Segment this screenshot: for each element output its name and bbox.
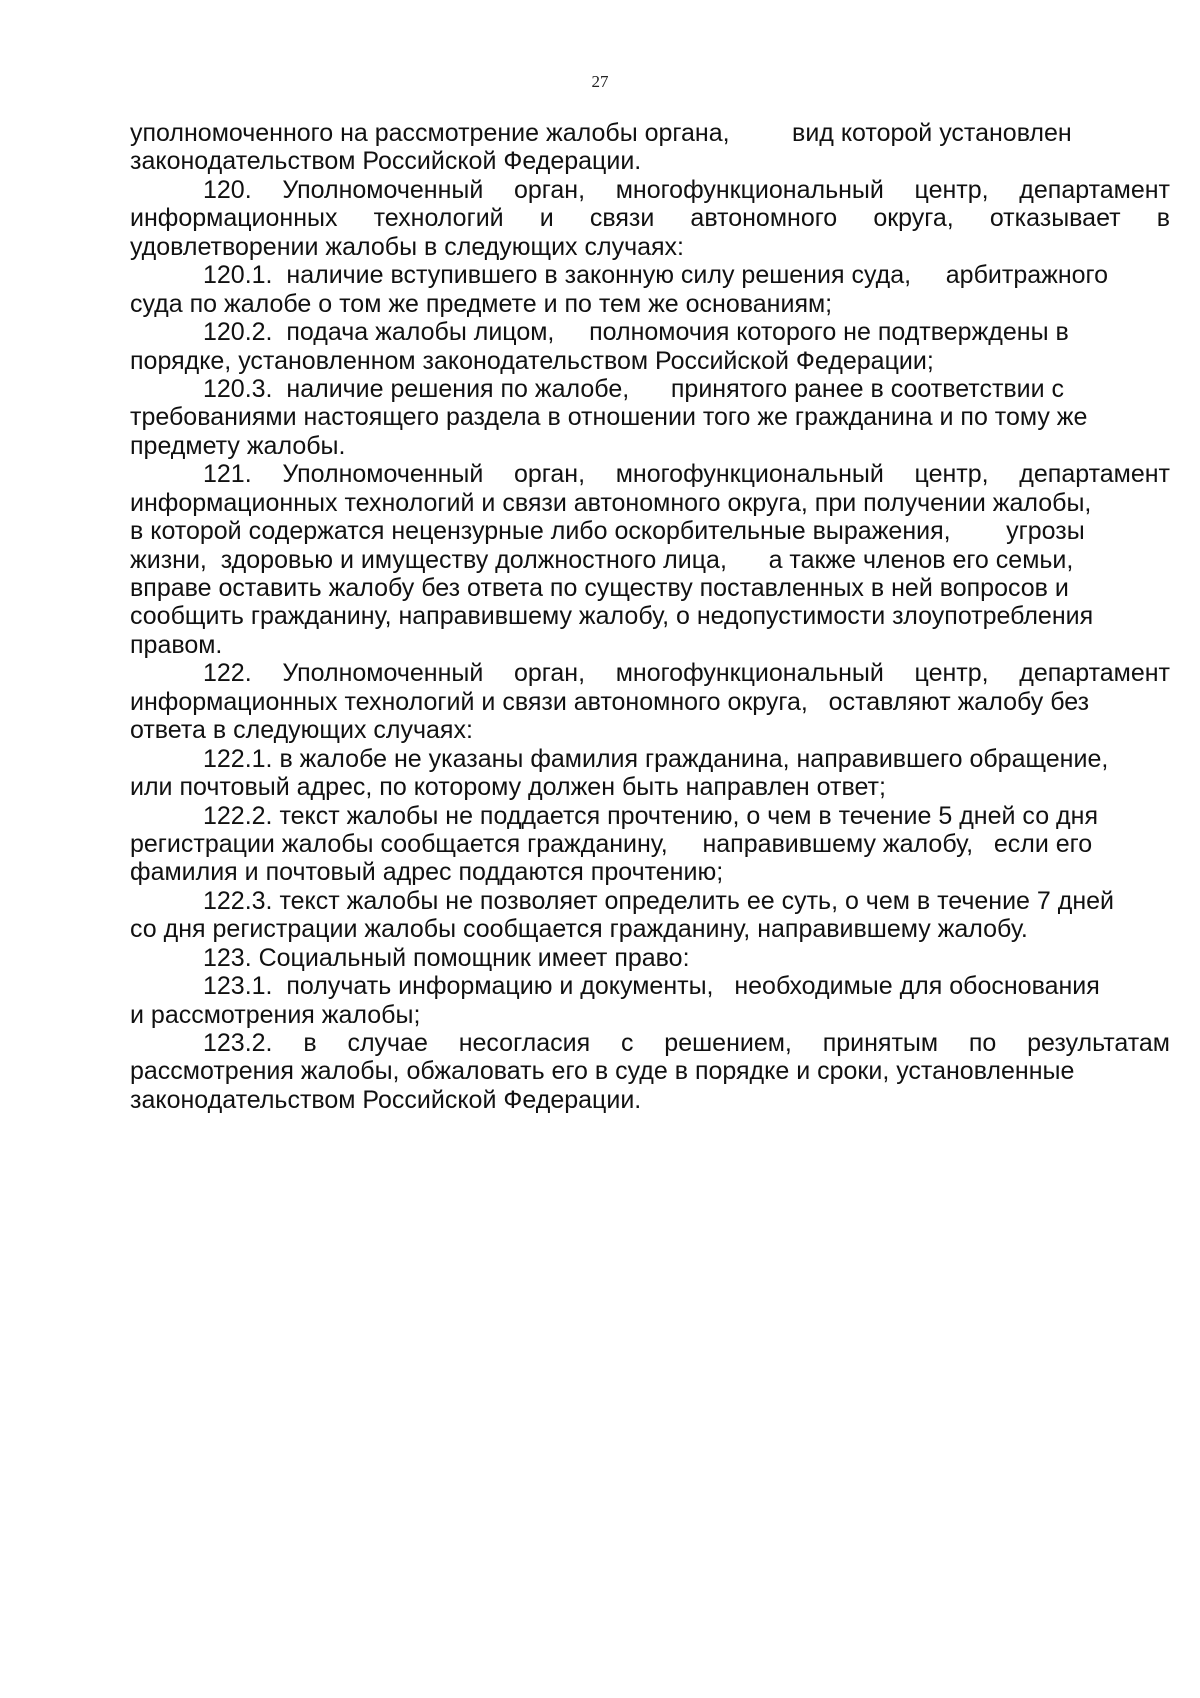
text-line: предмету жалобы. bbox=[130, 431, 346, 460]
text-line: информационных технологий и связи автономного округа, отказывает в bbox=[130, 204, 1170, 233]
text-line: в которой содержатся нецензурные либо оскорбительные выражения, угрозы bbox=[130, 517, 1085, 546]
text-line: правом. bbox=[130, 630, 223, 659]
text-line: информационных технологий и связи автономного округа, оставляют жалобу без bbox=[130, 687, 1090, 716]
text-line: фамилия и почтовый адрес поддаются прочтению; bbox=[130, 858, 724, 887]
page-number: 27 bbox=[591, 72, 609, 91]
text-line: 122.2. текст жалобы не поддается прочтению, о чем в течение 5 дней со дня bbox=[203, 801, 1098, 830]
text-line: 120.1. наличие вступившего в законную силу решения суда, арбитражного bbox=[203, 261, 1109, 290]
text-line: информационных технологий и связи автономного округа, при получении жалобы, bbox=[130, 488, 1092, 517]
text-line: уполномоченного на рассмотрение жалобы органа, вид которой установлен bbox=[130, 119, 1072, 147]
text-line: 120.2. подача жалобы лицом, полномочия которого не подтверждены в bbox=[203, 318, 1069, 347]
text-line: 122.3. текст жалобы не позволяет определить ее суть, о чем в течение 7 дней bbox=[203, 886, 1114, 915]
text-line: 123. Социальный помощник имеет право: bbox=[203, 943, 690, 972]
text-line: 120. Уполномоченный орган, многофункциональный центр, департамент bbox=[203, 175, 1170, 204]
text-line: 122. Уполномоченный орган, многофункциональный центр, департамент bbox=[203, 659, 1170, 688]
text-line: 123.1. получать информацию и документы, необходимые для обоснования bbox=[203, 972, 1100, 1001]
text-line: требованиями настоящего раздела в отношении того же гражданина и по тому же bbox=[130, 403, 1088, 432]
document-body bbox=[130, 119, 1170, 1114]
text-line: порядке, установленном законодательством Российской Федерации; bbox=[130, 346, 934, 375]
text-line: 120.3. наличие решения по жалобе, принятого ранее в соответствии с bbox=[203, 374, 1065, 403]
text-line: ответа в следующих случаях: bbox=[130, 716, 473, 745]
text-line: рассмотрения жалобы, обжаловать его в суде в порядке и сроки, установленные bbox=[130, 1057, 1075, 1086]
text-line: 123.2. в случае несогласия с решением, принятым по результатам bbox=[203, 1029, 1170, 1057]
text-line: вправе оставить жалобу без ответа по существу поставленных в ней вопросов и bbox=[130, 574, 1069, 602]
text-line: регистрации жалобы сообщается гражданину, направившему жалобу, если его bbox=[130, 829, 1093, 858]
text-line: со дня регистрации жалобы сообщается гражданину, направившему жалобу. bbox=[130, 915, 1028, 944]
text-line: законодательством Российской Федерации. bbox=[130, 1085, 642, 1114]
text-line: законодательством Российской Федерации. bbox=[130, 147, 642, 176]
text-line: удовлетворении жалобы в следующих случаях: bbox=[130, 232, 684, 261]
text-line: или почтовый адрес, по которому должен быть направлен ответ; bbox=[130, 773, 886, 802]
text-line: 122.1. в жалобе не указаны фамилия гражданина, направившего обращение, bbox=[203, 744, 1109, 773]
text-line: суда по жалобе о том же предмете и по тем же основаниям; bbox=[130, 289, 833, 318]
text-line: жизни, здоровью и имуществу должностного лица, а также членов его семьи, bbox=[130, 545, 1074, 574]
text-line: 121. Уполномоченный орган, многофункциональный центр, департамент bbox=[203, 460, 1170, 489]
text-line: и рассмотрения жалобы; bbox=[130, 1000, 421, 1029]
text-line: сообщить гражданину, направившему жалобу, о недопустимости злоупотребления bbox=[130, 602, 1094, 631]
